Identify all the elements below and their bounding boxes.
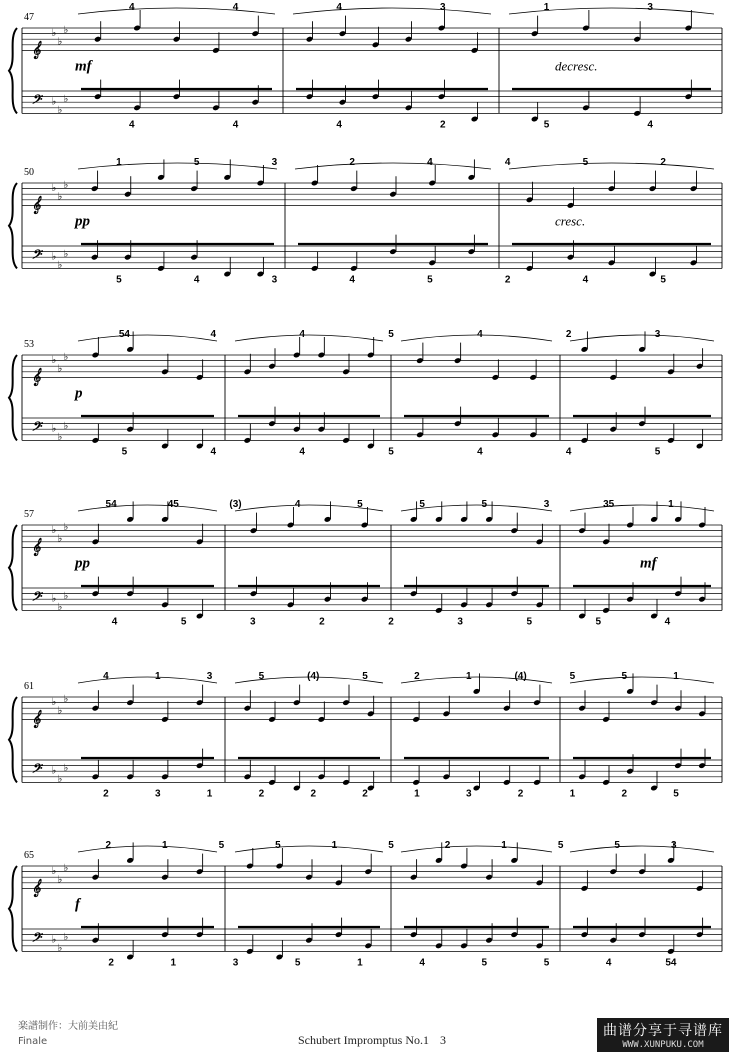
measure-number: 50 — [24, 167, 34, 178]
fingering: 1 — [206, 788, 213, 800]
fingering: 54 — [118, 329, 130, 340]
brace — [9, 28, 17, 113]
fingering: 4 — [299, 446, 305, 458]
flat-icon: ♭ — [57, 191, 63, 203]
software-credit: Finale — [18, 1036, 48, 1047]
fingering: 2 — [258, 788, 265, 800]
flat-icon: ♭ — [51, 934, 57, 946]
flat-icon: ♭ — [63, 590, 69, 602]
fingering: 2 — [414, 671, 420, 682]
flat-icon: ♭ — [63, 93, 69, 105]
slur — [78, 335, 217, 341]
fingering: 2 — [621, 788, 628, 800]
fingering: 5 — [116, 274, 122, 286]
fingering: 2 — [444, 840, 451, 851]
fingering: 5 — [543, 957, 550, 969]
fingering: 2 — [105, 840, 112, 851]
flat-icon: ♭ — [57, 36, 63, 48]
fingering: 4 — [647, 119, 653, 131]
fingering: 1 — [331, 840, 338, 851]
slur — [570, 846, 714, 852]
watermark — [597, 1018, 729, 1052]
fingering: 5 — [357, 499, 363, 510]
fingering: (4) — [514, 671, 527, 682]
page-number: 3 — [440, 1033, 446, 1047]
flat-icon: ♭ — [51, 183, 57, 194]
fingering: 4 — [232, 119, 239, 131]
fingering: 3 — [543, 499, 550, 510]
fingering: 5 — [660, 274, 666, 286]
fingering: 5 — [595, 616, 602, 628]
fingering: 1 — [569, 788, 576, 800]
measure-number: 65 — [24, 850, 34, 861]
slur — [78, 677, 217, 683]
slur — [235, 335, 383, 341]
fingering: 35 — [603, 499, 615, 510]
flat-icon: ♭ — [63, 931, 69, 943]
flat-icon: ♭ — [63, 762, 69, 774]
slur — [509, 163, 714, 169]
slur — [570, 677, 714, 683]
fingering: 2 — [517, 788, 524, 800]
system — [9, 157, 722, 285]
fingering: 3 — [654, 329, 661, 340]
fingering: 3 — [232, 957, 239, 969]
bass-clef-icon: 𝄢 — [31, 421, 41, 438]
fingering: 5 — [419, 499, 425, 510]
dynamic-mark: f — [75, 896, 80, 913]
fingering: 5 — [427, 274, 433, 286]
fingering: 5 — [481, 957, 488, 969]
system — [9, 2, 722, 130]
fingering: 5 — [362, 671, 368, 682]
brace — [9, 697, 17, 782]
fingering: 3 — [457, 616, 463, 628]
treble-clef-icon: 𝄞 — [31, 711, 41, 728]
slur — [570, 335, 714, 341]
fingering: 5 — [654, 446, 661, 458]
fingering: 5 — [614, 840, 620, 851]
treble-clef-icon: 𝄞 — [31, 539, 41, 556]
flat-icon: ♭ — [63, 694, 69, 706]
fingering: 3 — [206, 671, 213, 682]
flat-icon: ♭ — [57, 260, 63, 271]
watermark-url: WWW.XUNPUKU.COM — [622, 1040, 704, 1050]
fingering: 2 — [440, 119, 446, 131]
fingering: 4 — [582, 274, 589, 286]
fingering: 1 — [357, 957, 363, 969]
slur — [295, 163, 491, 169]
fingering: 1 — [170, 957, 177, 969]
fingering: 2 — [310, 788, 317, 800]
flat-icon: ♭ — [57, 363, 63, 375]
fingering: 5 — [526, 616, 533, 628]
fingering: 1 — [501, 840, 507, 851]
dynamic-mark: mf — [640, 555, 657, 572]
fingering: 3 — [249, 616, 256, 628]
system — [9, 329, 722, 457]
slur — [78, 846, 217, 852]
fingering: 1 — [116, 157, 122, 168]
treble-clef-icon: 𝄞 — [31, 42, 41, 59]
flat-icon: ♭ — [57, 602, 63, 613]
fingering: 4 — [129, 119, 135, 131]
flat-icon: ♭ — [51, 28, 57, 39]
flat-icon: ♭ — [63, 25, 69, 37]
expression-mark: cresc. — [555, 213, 586, 229]
fingering: 4 — [664, 616, 671, 628]
fingering: 5 — [557, 840, 564, 851]
fingering: 5 — [258, 671, 265, 682]
fingering: 5 — [673, 788, 679, 800]
engraver-credit: 楽譜制作：大前美由紀 — [18, 1021, 118, 1032]
fingering: 1 — [543, 2, 550, 13]
fingering: 5 — [121, 446, 128, 458]
fingering: 5 — [582, 157, 589, 168]
fingering: 4 — [232, 2, 239, 13]
bass-clef-icon: 𝄢 — [31, 94, 41, 111]
fingering: 5 — [543, 119, 550, 131]
fingering: 2 — [319, 616, 325, 628]
fingering: 4 — [336, 119, 342, 131]
flat-icon: ♭ — [51, 251, 57, 263]
fingering: 54 — [665, 957, 677, 969]
flat-icon: ♭ — [63, 863, 69, 875]
fingering: 5 — [388, 840, 394, 851]
fingering: 5 — [294, 957, 301, 969]
fingering: 4 — [419, 957, 425, 969]
fingering: 5 — [621, 671, 628, 682]
fingering: 3 — [154, 788, 161, 800]
fingering: 3 — [271, 157, 278, 168]
treble-clef-icon: 𝄞 — [31, 197, 41, 214]
slur — [401, 846, 552, 852]
slur — [78, 163, 277, 169]
bass-clef-icon: 𝄢 — [31, 591, 41, 608]
fingering: 4 — [504, 157, 511, 168]
flat-icon: ♭ — [63, 248, 69, 260]
fingering: 4 — [193, 274, 200, 286]
fingering: 4 — [210, 329, 217, 340]
fingering: 4 — [477, 446, 483, 458]
flat-icon: ♭ — [51, 525, 57, 536]
fingering: 3 — [440, 2, 446, 13]
fingering: 5 — [275, 840, 281, 851]
fingering: 2 — [349, 157, 355, 168]
fingering: 5 — [218, 840, 225, 851]
fingering: 4 — [349, 274, 355, 286]
fingering: 1 — [162, 840, 168, 851]
fingering: 3 — [465, 788, 472, 800]
footer-title: Schubert Impromptus No.1 — [298, 1033, 429, 1047]
system — [9, 499, 722, 627]
dynamic-mark: pp — [75, 555, 90, 572]
bass-clef-icon: 𝄢 — [31, 249, 41, 266]
flat-icon: ♭ — [57, 432, 63, 443]
fingering: 1 — [414, 788, 420, 800]
fingering: 1 — [465, 671, 472, 682]
fingering: 4 — [605, 957, 612, 969]
fingering: 4 — [336, 2, 342, 13]
slur — [235, 846, 383, 852]
flat-icon: ♭ — [51, 765, 57, 777]
fingering: 4 — [210, 446, 217, 458]
flat-icon: ♭ — [51, 866, 57, 877]
flat-icon: ♭ — [57, 943, 63, 954]
slur — [78, 8, 275, 14]
treble-clef-icon: 𝄞 — [31, 880, 41, 897]
bass-clef-icon: 𝄢 — [31, 932, 41, 949]
bass-clef-icon: 𝄢 — [31, 763, 41, 780]
flat-icon: ♭ — [51, 355, 57, 366]
fingering: 2 — [388, 616, 394, 628]
flat-icon: ♭ — [51, 593, 57, 605]
watermark-text: 曲谱分享于寻谱库 — [603, 1023, 723, 1039]
fingering: 5 — [481, 499, 488, 510]
fingering: 5 — [180, 616, 187, 628]
dynamic-mark: mf — [75, 58, 92, 75]
fingering: 4 — [565, 446, 572, 458]
fingering: 2 — [103, 788, 109, 800]
fingering: 4 — [299, 329, 305, 340]
fingering: 1 — [668, 499, 674, 510]
fingering: 1 — [154, 671, 161, 682]
fingering: 2 — [504, 274, 511, 286]
fingering: 4 — [103, 671, 109, 682]
slur — [570, 505, 714, 511]
fingering: 1 — [673, 671, 679, 682]
measure-number: 53 — [24, 339, 34, 350]
footer-credit — [18, 1019, 118, 1049]
fingering: 2 — [565, 329, 572, 340]
flat-icon: ♭ — [57, 774, 63, 785]
brace — [9, 183, 17, 268]
fingering: 5 — [388, 446, 394, 458]
treble-clef-icon: 𝄞 — [31, 369, 41, 386]
fingering: 5 — [388, 329, 394, 340]
flat-icon: ♭ — [63, 352, 69, 364]
dynamic-mark: pp — [75, 213, 90, 230]
fingering: (3) — [229, 499, 242, 510]
slur — [509, 8, 714, 14]
flat-icon: ♭ — [51, 423, 57, 435]
fingering: 2 — [660, 157, 666, 168]
measure-number: 61 — [24, 681, 34, 692]
flat-icon: ♭ — [57, 105, 63, 116]
expression-mark: decresc. — [555, 58, 598, 74]
fingering: 3 — [670, 840, 677, 851]
slur — [401, 677, 552, 683]
fingering: 45 — [167, 499, 179, 510]
fingering: 4 — [129, 2, 135, 13]
fingering: 4 — [294, 499, 301, 510]
fingering: 2 — [108, 957, 114, 969]
flat-icon: ♭ — [57, 705, 63, 717]
fingering: 4 — [477, 329, 483, 340]
flat-icon: ♭ — [57, 533, 63, 545]
slur — [293, 8, 491, 14]
system — [9, 840, 722, 968]
flat-icon: ♭ — [51, 697, 57, 708]
dynamic-mark: p — [75, 385, 83, 402]
fingering: 5 — [569, 671, 576, 682]
flat-icon: ♭ — [63, 522, 69, 534]
flat-icon: ♭ — [63, 420, 69, 432]
fingering: 3 — [647, 2, 653, 13]
slur — [78, 505, 217, 511]
brace — [9, 866, 17, 951]
measure-number: 57 — [24, 509, 34, 520]
fingering: 4 — [111, 616, 118, 628]
fingering: (4) — [307, 671, 320, 682]
flat-icon: ♭ — [57, 874, 63, 886]
fingering: 2 — [362, 788, 368, 800]
brace — [9, 355, 17, 440]
brace — [9, 525, 17, 610]
fingering: 54 — [105, 499, 117, 510]
fingering: 3 — [271, 274, 278, 286]
flat-icon: ♭ — [63, 180, 69, 192]
fingering: 4 — [427, 157, 433, 168]
fingering: 5 — [193, 157, 200, 168]
system — [9, 671, 722, 799]
measure-number: 47 — [24, 12, 34, 23]
flat-icon: ♭ — [51, 96, 57, 108]
